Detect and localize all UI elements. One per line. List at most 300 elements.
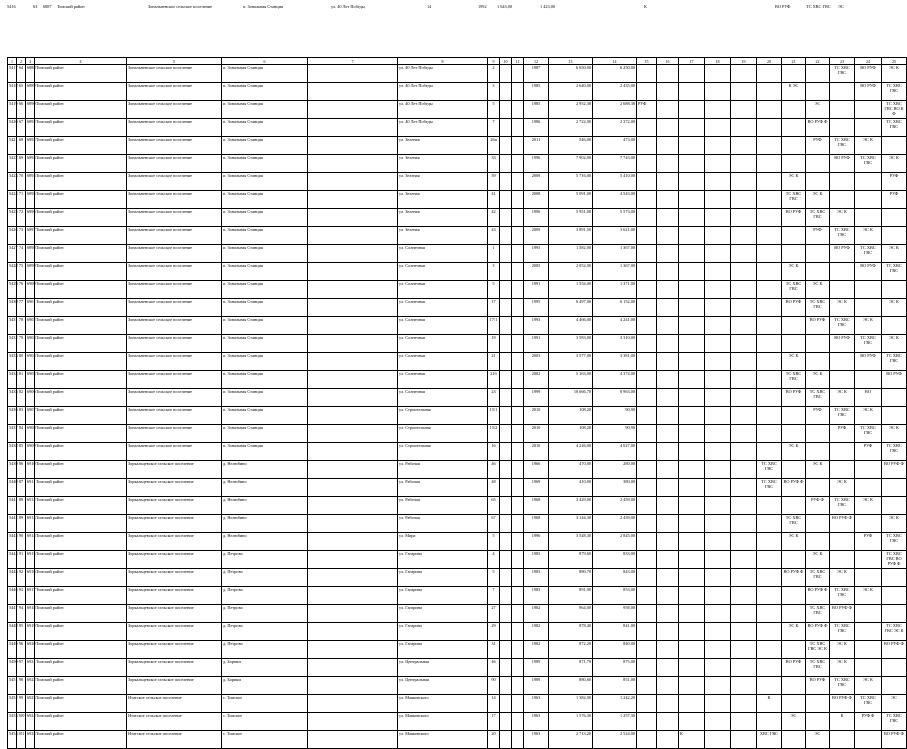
- table-cell: [637, 605, 657, 623]
- table-cell: [782, 587, 806, 605]
- table-cell: 5430: [8, 299, 17, 317]
- table-cell: 1 371,00: [593, 281, 637, 299]
- table-cell: ЭС К: [855, 137, 882, 155]
- table-cell: [782, 497, 806, 515]
- column-header: 15: [637, 58, 657, 65]
- table-cell: К: [757, 695, 782, 713]
- table-cell: 84: [17, 425, 26, 443]
- table-cell: ТС ХВС ГВС: [757, 461, 782, 479]
- table-cell: Зональненское сельское поселение: [127, 137, 222, 155]
- table-cell: 2 952,38: [549, 101, 593, 119]
- table-cell: [782, 65, 806, 83]
- table-cell: 79: [17, 335, 26, 353]
- table-cell: ТС ХВС ГВС: [830, 317, 855, 335]
- table-cell: 843,00: [593, 569, 637, 587]
- table-cell: 1982: [524, 641, 549, 659]
- table-cell: 101: [17, 731, 26, 749]
- table-cell: Итатское сельское поселение: [127, 731, 222, 749]
- table-cell: [500, 281, 512, 299]
- table-cell: Зоркальцевское сельское поселение: [127, 515, 222, 533]
- table-cell: [308, 605, 398, 623]
- table-cell: [731, 533, 757, 551]
- table-cell: 6924: [26, 713, 35, 731]
- table-cell: 1982: [524, 623, 549, 641]
- table-cell: [882, 479, 907, 497]
- table-cell: ВО РУФ: [806, 317, 830, 335]
- table-cell: 2 524,00: [593, 731, 637, 749]
- table-cell: [806, 245, 830, 263]
- table-cell: ул. Маяковского: [398, 731, 488, 749]
- table-cell: 5434: [8, 371, 17, 389]
- table-cell: Зоркальцевское сельское поселение: [127, 659, 222, 677]
- table-cell: 5446: [8, 587, 17, 605]
- table-cell: 6921: [26, 659, 35, 677]
- table-cell: [731, 497, 757, 515]
- table-cell: [705, 479, 731, 497]
- table-cell: Томский район: [35, 101, 127, 119]
- table-cell: 5450: [8, 659, 17, 677]
- table-cell: 92: [17, 569, 26, 587]
- table-cell: [657, 713, 679, 731]
- table-cell: 91: [17, 551, 26, 569]
- table-cell: [637, 623, 657, 641]
- table-cell: [637, 461, 657, 479]
- table-cell: [679, 155, 705, 173]
- table-cell: 5: [488, 569, 500, 587]
- table-cell: 880,70: [549, 569, 593, 587]
- table-cell: [679, 299, 705, 317]
- table-cell: 2 640,00: [549, 83, 593, 101]
- table-cell: [308, 299, 398, 317]
- table-cell: [705, 641, 731, 659]
- table-cell: 872,20: [549, 641, 593, 659]
- table-cell: 5423: [8, 173, 17, 191]
- table-cell: [512, 137, 524, 155]
- table-cell: 5448: [8, 623, 17, 641]
- table-cell: 1999: [524, 389, 549, 407]
- table-cell: Томский район: [35, 479, 127, 497]
- table-cell: [882, 137, 907, 155]
- table-cell: [705, 731, 731, 749]
- table-cell: Томский район: [35, 155, 127, 173]
- table-cell: [882, 227, 907, 245]
- table-cell: [512, 299, 524, 317]
- table-cell: ТС ХВС ГВС: [830, 677, 855, 695]
- table-cell: [637, 713, 657, 731]
- table-cell: [500, 227, 512, 245]
- table-cell: 1 257,30: [593, 713, 637, 731]
- table-cell: 6910: [26, 461, 35, 479]
- table-cell: 6895: [26, 191, 35, 209]
- table-cell: [308, 173, 398, 191]
- table-cell: п. Зональная Станция: [222, 245, 308, 263]
- table-cell: 39: [488, 173, 500, 191]
- table-cell: [705, 209, 731, 227]
- top-fragment-district: Томский район: [57, 4, 85, 9]
- table-cell: ул. Солнечная: [398, 281, 488, 299]
- table-row: [8, 731, 907, 749]
- table-cell: [782, 317, 806, 335]
- table-cell: [757, 191, 782, 209]
- table-cell: [731, 731, 757, 749]
- table-cell: [731, 65, 757, 83]
- table-cell: [705, 695, 731, 713]
- table-cell: [500, 407, 512, 425]
- table-cell: [637, 551, 657, 569]
- table-cell: [308, 731, 398, 749]
- table-cell: [757, 101, 782, 119]
- table-cell: [731, 83, 757, 101]
- table-cell: 1985: [524, 101, 549, 119]
- table-cell: Зональненское сельское поселение: [127, 335, 222, 353]
- table-cell: Томский район: [35, 605, 127, 623]
- table-cell: ВО: [855, 389, 882, 407]
- table-cell: Зональненское сельское поселение: [127, 281, 222, 299]
- table-cell: Томский район: [35, 119, 127, 137]
- table-cell: ул. Гагарина: [398, 623, 488, 641]
- table-cell: [637, 173, 657, 191]
- table-cell: [757, 317, 782, 335]
- table-cell: [308, 695, 398, 713]
- table-cell: [512, 173, 524, 191]
- table-cell: [657, 695, 679, 713]
- table-cell: 8 963,00: [593, 389, 637, 407]
- table-cell: [500, 623, 512, 641]
- table-cell: [757, 425, 782, 443]
- table-row: [8, 119, 907, 137]
- table-cell: [782, 551, 806, 569]
- table-cell: 2003: [524, 353, 549, 371]
- table-cell: [731, 353, 757, 371]
- table-cell: 93: [17, 587, 26, 605]
- table-cell: ЭС К: [782, 443, 806, 461]
- table-cell: 67: [17, 119, 26, 137]
- table-cell: 6888: [26, 65, 35, 83]
- table-cell: ЭС К: [882, 245, 907, 263]
- table-cell: [657, 137, 679, 155]
- table-cell: [830, 461, 855, 479]
- table-cell: 878,40: [549, 623, 593, 641]
- table-cell: 77: [17, 299, 26, 317]
- table-cell: 5431: [8, 317, 17, 335]
- table-cell: [757, 659, 782, 677]
- table-cell: ЭС К: [830, 299, 855, 317]
- table-cell: ЭС: [782, 713, 806, 731]
- table-cell: [500, 83, 512, 101]
- table-cell: Томский район: [35, 227, 127, 245]
- table-cell: 2 052,00: [549, 263, 593, 281]
- table-cell: [705, 65, 731, 83]
- table-cell: [500, 119, 512, 137]
- table-cell: [637, 641, 657, 659]
- table-cell: [637, 299, 657, 317]
- table-cell: Томский район: [35, 443, 127, 461]
- table-cell: 5435: [8, 389, 17, 407]
- table-cell: 6916: [26, 569, 35, 587]
- table-cell: [731, 119, 757, 137]
- table-cell: 5449: [8, 641, 17, 659]
- table-cell: [757, 443, 782, 461]
- table-cell: Зональненское сельское поселение: [127, 173, 222, 191]
- table-cell: п. Зональная Станция: [222, 227, 308, 245]
- table-cell: [731, 407, 757, 425]
- table-cell: [782, 155, 806, 173]
- table-cell: 1966: [524, 461, 549, 479]
- table-cell: ТС ХВС ГВС: [882, 443, 907, 461]
- table-cell: 1996: [524, 155, 549, 173]
- table-cell: 2 713,20: [549, 731, 593, 749]
- table-cell: [705, 497, 731, 515]
- table-cell: [855, 515, 882, 533]
- table-cell: 6893: [26, 155, 35, 173]
- table-cell: [308, 101, 398, 119]
- table-cell: [757, 263, 782, 281]
- table-cell: [757, 65, 782, 83]
- table-cell: [637, 695, 657, 713]
- column-header: 17: [679, 58, 705, 65]
- table-cell: п. Зональная Станция: [222, 371, 308, 389]
- table-cell: Томский район: [35, 335, 127, 353]
- table-cell: Итатское сельское поселение: [127, 713, 222, 731]
- table-cell: ЭС К: [830, 569, 855, 587]
- table-cell: [308, 551, 398, 569]
- table-cell: Зоркальцевское сельское поселение: [127, 569, 222, 587]
- table-cell: [512, 227, 524, 245]
- table-cell: ВО РУФ: [855, 353, 882, 371]
- table-cell: ЭС К: [830, 209, 855, 227]
- table-cell: 6905: [26, 371, 35, 389]
- table-cell: [806, 713, 830, 731]
- table-cell: [679, 281, 705, 299]
- table-cell: [757, 515, 782, 533]
- table-cell: [512, 389, 524, 407]
- table-cell: [512, 191, 524, 209]
- table-cell: ул. Солнечная: [398, 245, 488, 263]
- table-cell: Томский район: [35, 695, 127, 713]
- column-header: 25: [882, 58, 907, 65]
- table-cell: п. Зональная Станция: [222, 389, 308, 407]
- table-cell: ТС ХВС ГВС: [806, 605, 830, 623]
- table-cell: ТС ХВС ГВС: [830, 587, 855, 605]
- table-cell: К: [679, 731, 705, 749]
- table-cell: Зоркальцевское сельское поселение: [127, 623, 222, 641]
- table-cell: 1983: [524, 551, 549, 569]
- table-cell: [830, 263, 855, 281]
- table-row: [8, 353, 907, 371]
- table-cell: 5427: [8, 245, 17, 263]
- table-cell: 1995: [524, 245, 549, 263]
- table-cell: 1 242,20: [593, 695, 637, 713]
- table-cell: 891,90: [549, 587, 593, 605]
- table-cell: [500, 173, 512, 191]
- table-cell: [637, 83, 657, 101]
- table-cell: [855, 173, 882, 191]
- table-cell: ВО РУФ: [782, 299, 806, 317]
- table-cell: 1963: [524, 695, 549, 713]
- table-cell: [637, 407, 657, 425]
- table-cell: [731, 299, 757, 317]
- table-cell: [855, 731, 882, 749]
- table-cell: 86: [17, 461, 26, 479]
- table-cell: ТС ХВС ГВС: [882, 533, 907, 551]
- table-cell: [757, 389, 782, 407]
- table-cell: [500, 353, 512, 371]
- table-cell: 66: [17, 101, 26, 119]
- table-cell: ул. Маяковского: [398, 713, 488, 731]
- table-cell: [855, 623, 882, 641]
- table-cell: 26а: [488, 137, 500, 155]
- table-cell: 2002: [524, 371, 549, 389]
- table-cell: Зональненское сельское поселение: [127, 353, 222, 371]
- table-cell: 6917: [26, 587, 35, 605]
- table-cell: 1963: [524, 731, 549, 749]
- table-row: [8, 695, 907, 713]
- table-cell: [679, 389, 705, 407]
- table-cell: [512, 281, 524, 299]
- table-cell: [637, 353, 657, 371]
- table-cell: 840,00: [593, 641, 637, 659]
- table-cell: ул. Солнечная: [398, 335, 488, 353]
- table-cell: 1 367,00: [593, 263, 637, 281]
- table-cell: Томский район: [35, 587, 127, 605]
- table-row: [8, 65, 907, 83]
- table-cell: 1969: [524, 479, 549, 497]
- table-cell: [731, 335, 757, 353]
- table-cell: [757, 677, 782, 695]
- table-cell: ТС ХВС ГВС: [782, 191, 806, 209]
- table-cell: [679, 173, 705, 191]
- table-cell: Зональненское сельское поселение: [127, 83, 222, 101]
- table-cell: 5443: [8, 533, 17, 551]
- table-cell: [679, 209, 705, 227]
- table-cell: РУФ: [855, 443, 882, 461]
- table-cell: 5: [488, 533, 500, 551]
- table-cell: [637, 479, 657, 497]
- table-cell: [705, 407, 731, 425]
- table-cell: ул. Центральная: [398, 659, 488, 677]
- table-cell: [882, 659, 907, 677]
- table-cell: ЭС К: [855, 407, 882, 425]
- table-cell: 280,00: [593, 461, 637, 479]
- table-cell: [500, 425, 512, 443]
- table-cell: [855, 281, 882, 299]
- table-cell: 94: [17, 605, 26, 623]
- table-cell: 5422: [8, 155, 17, 173]
- table-cell: ЭС К: [882, 155, 907, 173]
- table-cell: [657, 299, 679, 317]
- table-cell: [731, 227, 757, 245]
- table-cell: ЭС К: [855, 317, 882, 335]
- table-cell: [308, 263, 398, 281]
- table-cell: ЭС К: [830, 641, 855, 659]
- table-cell: [637, 281, 657, 299]
- table-cell: [500, 587, 512, 605]
- table-cell: 2 845,00: [593, 533, 637, 551]
- table-cell: [308, 137, 398, 155]
- table-cell: 75: [17, 263, 26, 281]
- table-cell: [308, 119, 398, 137]
- table-cell: [679, 191, 705, 209]
- table-cell: Томский район: [35, 191, 127, 209]
- table-cell: [830, 119, 855, 137]
- table-cell: [500, 533, 512, 551]
- table-cell: ТС ХВС ГВС: [882, 713, 907, 731]
- table-cell: ВО РУФ: [782, 659, 806, 677]
- table-cell: п. Зональная Станция: [222, 101, 308, 119]
- table-cell: ВО РУФ Ф: [882, 641, 907, 659]
- table-cell: с. Томское: [222, 713, 308, 731]
- table-cell: [308, 335, 398, 353]
- table-cell: д. Петрово: [222, 569, 308, 587]
- table-row: [8, 659, 907, 677]
- table-cell: 2005: [524, 263, 549, 281]
- table-cell: 5439: [8, 461, 17, 479]
- table-cell: 410,00: [549, 479, 593, 497]
- table-cell: ВО РУФ: [830, 245, 855, 263]
- table-cell: [830, 551, 855, 569]
- table-cell: 5445: [8, 569, 17, 587]
- table-cell: [830, 101, 855, 119]
- table-cell: 64: [17, 65, 26, 83]
- table-cell: ЭС К: [806, 371, 830, 389]
- table-cell: Томский район: [35, 299, 127, 317]
- table-cell: [705, 461, 731, 479]
- table-cell: [512, 659, 524, 677]
- table-cell: п. Зональная Станция: [222, 335, 308, 353]
- table-cell: 6922: [26, 677, 35, 695]
- table-row: [8, 335, 907, 353]
- table-cell: [806, 173, 830, 191]
- table-cell: РУФ: [806, 137, 830, 155]
- table-cell: ул. Зеленая: [398, 137, 488, 155]
- table-cell: Зональненское сельское поселение: [127, 155, 222, 173]
- table-cell: [657, 353, 679, 371]
- table-cell: [731, 551, 757, 569]
- table-cell: 6902: [26, 317, 35, 335]
- table-cell: ХВС ГВС: [757, 731, 782, 749]
- table-cell: [830, 173, 855, 191]
- table-cell: 6908: [26, 425, 35, 443]
- table-cell: [679, 695, 705, 713]
- table-cell: [705, 587, 731, 605]
- table-cell: ЭС К: [855, 587, 882, 605]
- table-cell: [679, 263, 705, 281]
- table-cell: ТС ХВС ГВС: [830, 65, 855, 83]
- table-cell: 2: [488, 65, 500, 83]
- table-cell: [705, 515, 731, 533]
- table-cell: Зональненское сельское поселение: [127, 425, 222, 443]
- table-cell: Томский район: [35, 713, 127, 731]
- table-cell: 1993: [524, 317, 549, 335]
- table-cell: [500, 605, 512, 623]
- table-cell: [855, 551, 882, 569]
- table-cell: [731, 209, 757, 227]
- table-cell: ЭС К: [830, 659, 855, 677]
- table-cell: [705, 713, 731, 731]
- table-cell: 1996: [524, 209, 549, 227]
- table-cell: [500, 371, 512, 389]
- table-cell: 69: [17, 155, 26, 173]
- table-cell: Зональненское сельское поселение: [127, 119, 222, 137]
- table-cell: Зоркальцевское сельское поселение: [127, 641, 222, 659]
- table-cell: [308, 479, 398, 497]
- table-cell: РУФ: [830, 425, 855, 443]
- table-cell: [757, 155, 782, 173]
- top-fragment-locality: п. Зональная Станция: [243, 4, 283, 9]
- table-cell: 31: [488, 641, 500, 659]
- table-cell: [657, 371, 679, 389]
- table-cell: [512, 551, 524, 569]
